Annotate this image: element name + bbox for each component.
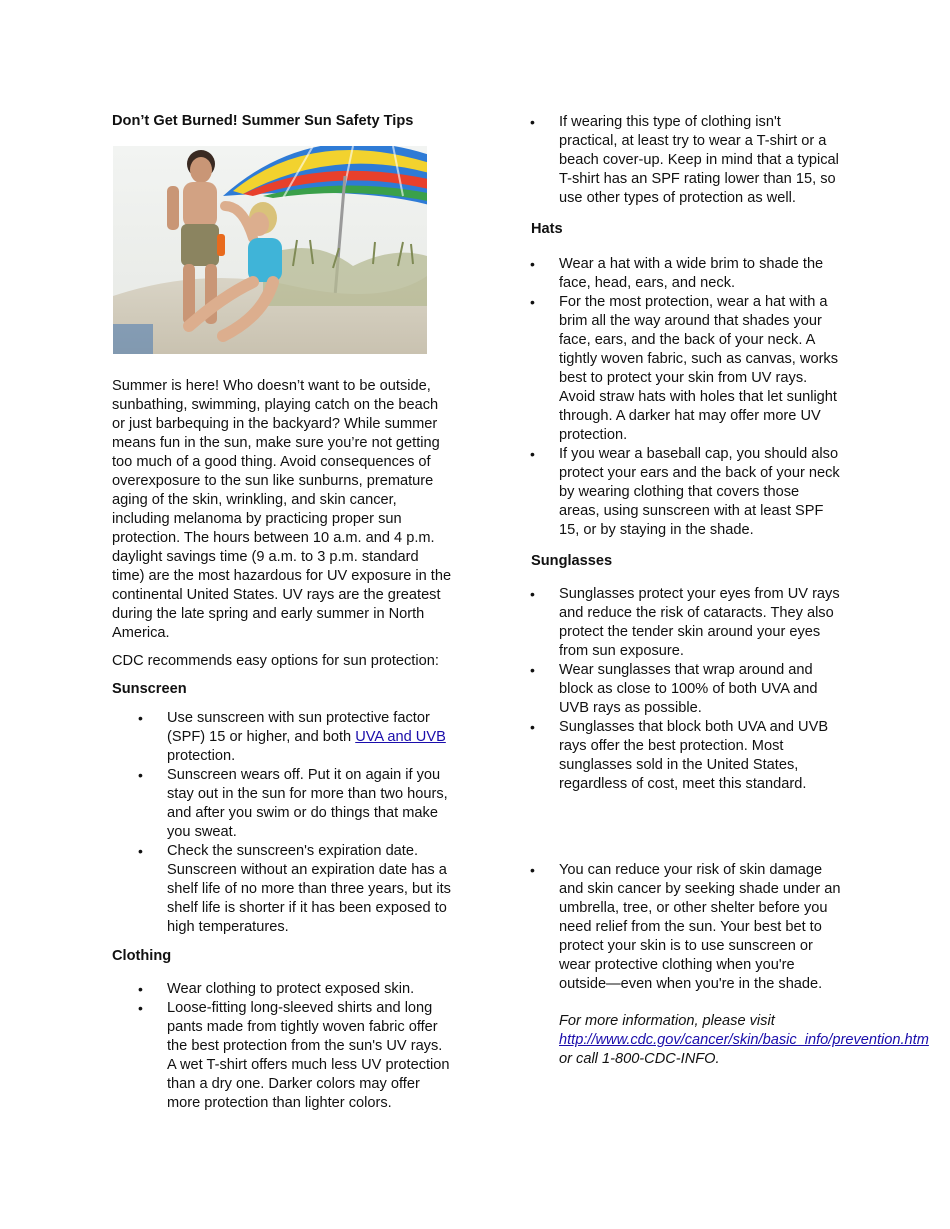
list-item-text: Sunglasses that block both UVA and UVB rays offer the best protection. Most sunglasses sold in the United States, regardless of cost, meet this standard.	[559, 719, 829, 792]
beach-sunscreen-photo	[113, 146, 427, 354]
bullet-icon: •	[530, 862, 535, 878]
list-item-text: Wear clothing to protect exposed skin.	[167, 981, 415, 997]
bullet-icon: •	[530, 294, 535, 310]
clothing-list	[112, 980, 452, 1113]
bullet-icon: •	[138, 767, 143, 783]
sunglasses-heading: Sunglasses	[531, 553, 613, 569]
list-item	[530, 718, 843, 794]
bullet-icon: •	[138, 981, 143, 997]
sunscreen-list	[112, 709, 452, 937]
list-item	[530, 255, 843, 293]
list-item	[138, 980, 452, 999]
list-item-text: Sunglasses protect your eyes from UV rays and reduce the risk of cataracts. They also protect the tender skin around your eyes from sun exposure.	[559, 586, 840, 659]
recommend-line: CDC recommends easy options for sun protection:	[112, 653, 439, 669]
list-item-text: If wearing this type of clothing isn't practical, at least try to wear a T-shirt or a beach cover-up. Keep in mind that a typical T-shirt has an SPF rating lower than 15, so use other types of protection as well.	[559, 114, 839, 206]
hats-list	[531, 255, 843, 540]
list-item	[530, 861, 843, 994]
list-item-text: For the most protection, wear a hat with a brim all the way around that shades your face, ears, and the back of your neck. A tightly woven fabric, such as canvas, works best to protect your skin from UV rays. Avoid straw hats with holes that let sunlight through. A darker hat may offer more UV protection.	[559, 294, 839, 443]
list-item	[138, 766, 452, 842]
list-item-text: Wear a hat with a wide brim to shade the face, head, ears, and neck.	[559, 256, 824, 291]
list-item	[530, 445, 843, 540]
bullet-icon: •	[530, 662, 535, 678]
clothing-list-continued	[531, 113, 843, 208]
intro-paragraph: Summer is here! Who doesn’t want to be outside, sunbathing, swimming, playing catch on the beach or just barbequing in the backyard? While summer means fun in the sun, make sure you’re not getting too much of a good thing. Avoid consequences of overexposure to the sun like sunburns, premature aging of the skin, wrinkling, and skin cancer, including melanoma by practicing proper sun protection. The hours between 10 a.m. and 4 p.m. daylight savings time (9 a.m. to 3 p.m. standard time) are the most hazardous for UV exposure in the continental United States. UV rays are the greatest during the late spring and early summer in North America.	[112, 378, 452, 641]
list-item	[530, 293, 843, 445]
more-info-text: For more information, please visit	[559, 1013, 775, 1029]
list-item-text: Wear sunglasses that wrap around and block as close to 100% of both UVA and UVB rays as possible.	[559, 662, 818, 716]
list-item	[138, 842, 452, 937]
sunscreen-heading: Sunscreen	[112, 681, 187, 697]
sunglasses-list	[531, 585, 843, 794]
bullet-icon: •	[530, 586, 535, 602]
more-info-paragraph	[531, 1012, 929, 1069]
bullet-icon: •	[530, 446, 535, 462]
shade-list	[531, 861, 843, 994]
list-item	[530, 113, 843, 208]
cdc-prevention-link[interactable]: http://www.cdc.gov/cancer/skin/basic_info/prevention.htm	[559, 1032, 929, 1048]
uva-uvb-link[interactable]: UVA and UVB	[355, 729, 446, 745]
list-item-text: You can reduce your risk of skin damage and skin cancer by seeking shade under an umbrella, tree, or other shelter before you need relief from the sun. Your best bet to protect your skin is to use sunscreen or wear protective clothing when you're outside—even when you're in the shade.	[559, 862, 841, 992]
bullet-icon: •	[138, 710, 143, 726]
list-item	[530, 661, 843, 718]
clothing-heading: Clothing	[112, 948, 172, 964]
list-item	[138, 709, 452, 766]
bullet-icon: •	[530, 719, 535, 735]
bullet-icon: •	[138, 843, 143, 859]
list-item-text: If you wear a baseball cap, you should also protect your ears and the back of your neck by wearing clothing that covers those areas, using sunscreen with at least SPF 15, or by staying in the shade.	[559, 446, 840, 538]
page-title: Don’t Get Burned! Summer Sun Safety Tips	[112, 113, 414, 129]
list-item	[530, 585, 843, 661]
list-item-text: Loose-fitting long-sleeved shirts and long pants made from tightly woven fabric offer the best protection from the sun's UV rays. A wet T-shirt offers much less UV protection than a dry one. Darker colors may offer more protection than lighter colors.	[167, 1000, 450, 1111]
hats-heading: Hats	[531, 221, 563, 237]
bullet-icon: •	[530, 114, 535, 130]
list-item-text: Check the sunscreen's expiration date. Sunscreen without an expiration date has a shelf life of no more than three years, but its shelf life is shorter if it has been exposed to high temperatures.	[167, 843, 451, 935]
list-item-text: Use sunscreen with sun protective factor (SPF) 15 or higher, and both	[167, 710, 430, 745]
list-item-text: protection.	[167, 748, 236, 764]
bullet-icon: •	[530, 256, 535, 272]
bullet-icon: •	[138, 1000, 143, 1016]
list-item	[138, 999, 452, 1113]
more-info-phone: or call 1-800-CDC-INFO.	[559, 1051, 720, 1067]
list-item-text: Sunscreen wears off. Put it on again if you stay out in the sun for more than two hours, and after you swim or do things that make you sweat.	[167, 767, 448, 840]
